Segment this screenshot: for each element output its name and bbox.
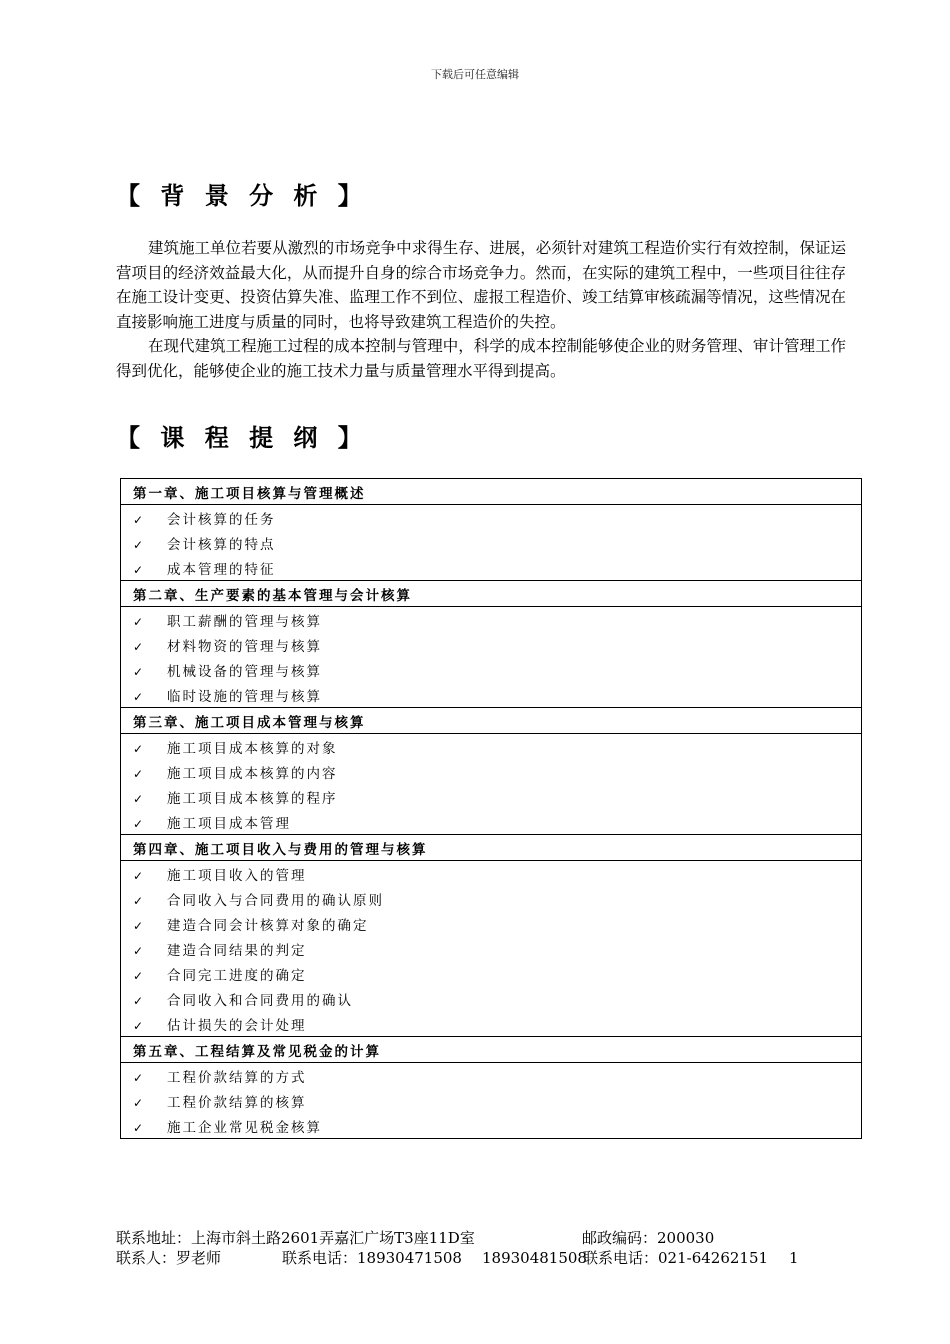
- outline-item-label: 合同完工进度的确定: [167, 967, 307, 984]
- outline-item-row: [121, 632, 862, 657]
- outline-item-label: 职工薪酬的管理与核算: [167, 613, 322, 630]
- outline-item: [121, 505, 862, 531]
- outline-item: [121, 986, 862, 1011]
- outline-section-title: 【 课 程 提 纲 】: [116, 424, 368, 452]
- check-icon: ✓: [133, 614, 146, 629]
- footer-contact: 联系人：罗老师: [116, 1249, 222, 1267]
- outline-item: [121, 1063, 862, 1089]
- outline-item: [121, 555, 862, 581]
- chapter-row: [121, 581, 862, 607]
- check-icon: ✓: [133, 689, 146, 704]
- outline-item-label: 施工项目成本核算的对象: [167, 740, 338, 757]
- outline-item-label: 会计核算的特点: [167, 536, 276, 553]
- outline-item: [121, 759, 862, 784]
- outline-item: [121, 1088, 862, 1113]
- check-icon: ✓: [133, 791, 146, 806]
- outline-item: [121, 632, 862, 657]
- check-icon: ✓: [133, 943, 146, 958]
- outline-item-row: [121, 1113, 862, 1139]
- outline-item-row: [121, 759, 862, 784]
- outline-item: [121, 530, 862, 555]
- outline-item-row: [121, 1011, 862, 1037]
- chapter-row: [121, 479, 862, 505]
- check-icon: ✓: [133, 1018, 146, 1033]
- outline-item-label: 估计损失的会计处理: [167, 1017, 307, 1034]
- outline-item-label: 施工项目成本核算的内容: [167, 765, 338, 782]
- footer-line-2: [116, 1247, 799, 1268]
- footer-postcode: 邮政编码：200030: [582, 1229, 715, 1247]
- background-paragraph: 在现代建筑工程施工过程的成本控制与管理中，科学的成本控制能够使企业的财务管理、审计管理工作得到优化，能够使企业的施工技术力量与质量管理水平得到提高。: [116, 337, 846, 380]
- outline-item-row: [121, 1088, 862, 1113]
- check-icon: ✓: [133, 968, 146, 983]
- outline-item: [121, 734, 862, 760]
- chapter-title: 第二章、生产要素的基本管理与会计核算: [121, 581, 862, 607]
- check-icon: ✓: [133, 868, 146, 883]
- check-icon: ✓: [133, 993, 146, 1008]
- outline-item-label: 施工项目成本管理: [167, 815, 291, 832]
- background-section-title: 【 背 景 分 析 】: [116, 182, 368, 210]
- chapter-title: 第五章、工程结算及常见税金的计算: [121, 1037, 862, 1063]
- outline-item-label: 施工企业常见税金核算: [167, 1119, 322, 1136]
- check-icon: ✓: [133, 918, 146, 933]
- outline-item-row: [121, 657, 862, 682]
- outline-item-row: [121, 986, 862, 1011]
- header-note: 下载后可任意编辑: [431, 68, 519, 81]
- page-number: 1: [789, 1249, 799, 1267]
- outline-item: [121, 936, 862, 961]
- outline-item-label: 机械设备的管理与核算: [167, 663, 322, 680]
- outline-item-label: 合同收入与合同费用的确认原则: [167, 892, 384, 909]
- outline-item: [121, 1113, 862, 1139]
- course-outline-table: [120, 478, 862, 1139]
- outline-item-row: [121, 961, 862, 986]
- outline-item-row: [121, 784, 862, 809]
- check-icon: ✓: [133, 1095, 146, 1110]
- footer-line-1: [116, 1227, 714, 1248]
- outline-item: [121, 784, 862, 809]
- outline-item: [121, 809, 862, 835]
- check-icon: ✓: [133, 816, 146, 831]
- outline-item-label: 合同收入和合同费用的确认: [167, 992, 353, 1009]
- outline-item: [121, 657, 862, 682]
- outline-item-row: [121, 911, 862, 936]
- background-paragraph: 建筑施工单位若要从激烈的市场竞争中求得生存、进展，必须针对建筑工程造价实行有效控制，保证运营项目的经济效益最大化，从而提升自身的综合市场竞争力。然而，在实际的建筑工程中，一些项目往往存在施工设计变更、投资估算失准、监理工作不到位、虚报工程造价、竣工结算审核疏漏等情况，这些情况在直接影响施工进度与质量的同时，也将导致建筑工程造价的失控。: [116, 239, 846, 331]
- outline-item-row: [121, 936, 862, 961]
- outline-item: [121, 607, 862, 633]
- outline-item-label: 建造合同会计核算对象的确定: [167, 917, 369, 934]
- check-icon: ✓: [133, 639, 146, 654]
- chapter-title: 第三章、施工项目成本管理与核算: [121, 708, 862, 734]
- outline-item-row: [121, 734, 862, 760]
- footer-phone: 18930481508: [482, 1249, 587, 1267]
- check-icon: ✓: [133, 893, 146, 908]
- outline-item: [121, 886, 862, 911]
- check-icon: ✓: [133, 766, 146, 781]
- outline-item-row: [121, 861, 862, 887]
- outline-item: [121, 861, 862, 887]
- check-icon: ✓: [133, 562, 146, 577]
- chapter-title: 第四章、施工项目收入与费用的管理与核算: [121, 835, 862, 861]
- outline-item: [121, 682, 862, 708]
- outline-item-label: 会计核算的任务: [167, 511, 276, 528]
- outline-item-row: [121, 505, 862, 531]
- outline-item-label: 施工项目收入的管理: [167, 867, 307, 884]
- outline-item-row: [121, 555, 862, 581]
- outline-item-label: 临时设施的管理与核算: [167, 688, 322, 705]
- outline-item-label: 建造合同结果的判定: [167, 942, 307, 959]
- chapter-row: [121, 1037, 862, 1063]
- footer-phone: 联系电话：021-64262151: [583, 1249, 769, 1267]
- check-icon: ✓: [133, 1070, 146, 1085]
- outline-item: [121, 961, 862, 986]
- outline-item-label: 工程价款结算的核算: [167, 1094, 307, 1111]
- footer-phone: 联系电话：18930471508: [282, 1249, 462, 1267]
- check-icon: ✓: [133, 1120, 146, 1135]
- outline-item-row: [121, 886, 862, 911]
- outline-item-label: 施工项目成本核算的程序: [167, 790, 338, 807]
- footer-address: 联系地址：上海市斜土路2601弄嘉汇广场T3座11D室: [116, 1229, 475, 1247]
- outline-item-label: 工程价款结算的方式: [167, 1069, 307, 1086]
- chapter-title: 第一章、施工项目核算与管理概述: [121, 479, 862, 505]
- outline-item-row: [121, 809, 862, 835]
- chapter-row: [121, 708, 862, 734]
- outline-item-label: 成本管理的特征: [167, 561, 276, 578]
- check-icon: ✓: [133, 537, 146, 552]
- outline-item-row: [121, 1063, 862, 1089]
- check-icon: ✓: [133, 512, 146, 527]
- outline-item: [121, 1011, 862, 1037]
- outline-item-row: [121, 607, 862, 633]
- outline-item-row: [121, 682, 862, 708]
- outline-item-row: [121, 530, 862, 555]
- check-icon: ✓: [133, 741, 146, 756]
- outline-item-label: 材料物资的管理与核算: [167, 638, 322, 655]
- background-body: [116, 236, 846, 383]
- check-icon: ✓: [133, 664, 146, 679]
- outline-item: [121, 911, 862, 936]
- chapter-row: [121, 835, 862, 861]
